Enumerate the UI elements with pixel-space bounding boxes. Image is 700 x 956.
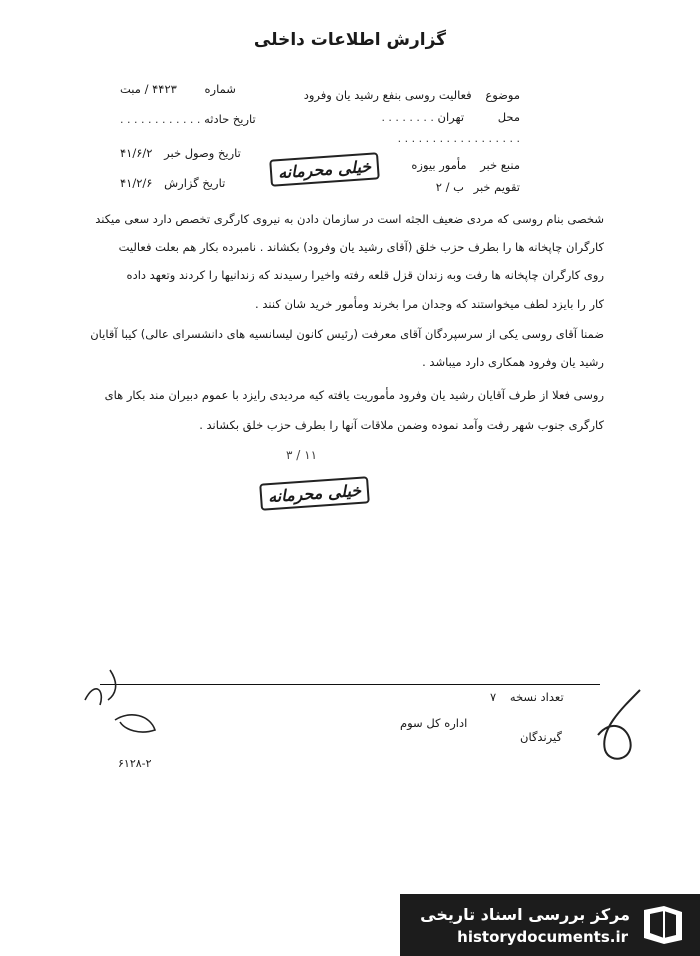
- grade-row: [436, 180, 520, 194]
- event-date-dots: . . . . . . . . . . . .: [120, 113, 201, 126]
- confidential-stamp-top: خیلی محرمانه: [269, 152, 380, 187]
- grade-label: تقویم خبر: [473, 180, 520, 194]
- office-label: اداره کل سوم: [400, 716, 468, 730]
- event-date-row: [120, 112, 256, 126]
- report-title: گزارش اطلاعات داخلی: [253, 30, 447, 50]
- source-label: منبع خبر: [480, 158, 520, 172]
- body-line-2: کارگران چاپخانه ها را بطرف حزب خلق (آقای رشید یان وفرود) بکشاند . نامبرده بکار هم بعلت فعالیت: [118, 240, 604, 254]
- blank-row: . . . . . . . . . . . . . . . . . .: [397, 132, 520, 145]
- report-date-value: ۴۱/۲/۶: [120, 176, 153, 190]
- copies-label: تعداد نسخه: [509, 690, 564, 704]
- copies-row: [490, 690, 564, 704]
- body-line-8: کارگری جنوب شهر رفت وآمد نموده وضمن ملاقات آنها را بطرف حزب خلق بکشاند .: [199, 418, 604, 432]
- body-line-7: روسی فعلا از طرف آقایان رشید یان وفرود مأموریت یافته کیه مردیدی رایزد با عموم دبیران مند بکار های: [104, 388, 604, 402]
- source-row: [411, 158, 520, 172]
- footer-divider: [100, 684, 600, 685]
- subject-row: [304, 88, 520, 102]
- body-line-5: ضمنا آقای روسی یکی از سرسپردگان آقای معرفت (رئیس کانون لیسانسیه های دانشسرای عالی) کیبا آقایان: [90, 327, 604, 341]
- location-row: [381, 110, 520, 124]
- subject-value: فعالیت روسی بنفع رشید یان وفرود: [303, 88, 472, 102]
- report-date-label: تاریخ گزارش: [164, 176, 226, 190]
- location-dots: . . . . . . . .: [381, 111, 434, 124]
- body-line-1: شخصی بنام روسی که مردی ضعیف الجثه است در سازمان دادن به نیروی کارگری تخصص دارد سعی میکند: [95, 212, 604, 226]
- location-label: محل: [497, 110, 520, 124]
- location-value: تهران: [437, 110, 465, 124]
- source-value: مأمور بیوزه: [411, 158, 467, 172]
- number-value: ۴۴۲۳ / مبت: [120, 82, 177, 96]
- watermark-name: مرکز بررسی اسناد تاریخی: [420, 905, 630, 924]
- event-date-label: تاریخ حادثه: [204, 112, 256, 126]
- confidential-stamp-middle: خیلی محرمانه: [259, 476, 370, 511]
- copies-value: ۷: [490, 690, 497, 704]
- report-date-row: [120, 176, 225, 190]
- subject-label: موضوع: [485, 88, 520, 102]
- receipt-date-row: [120, 146, 241, 160]
- recipient-label: گیرندگان: [520, 730, 562, 744]
- receipt-date-label: تاریخ وصول خبر: [164, 146, 241, 160]
- receipt-date-value: ۴۱/۶/۲: [120, 146, 153, 160]
- grade-value: ب / ۲: [435, 180, 464, 194]
- handwritten-scribble: ۱۱ / ۳: [286, 448, 318, 462]
- number-label: شماره: [204, 82, 236, 96]
- signature-mark-right: [590, 680, 650, 770]
- body-line-6: رشید یان وفرود همکاری دارد میباشد .: [422, 355, 604, 369]
- archive-logo-icon: [640, 902, 686, 946]
- document-code: ۶۱۲۸-۲: [118, 757, 152, 770]
- watermark-url: historydocuments.ir: [457, 928, 628, 946]
- signature-mark-left: [80, 660, 170, 740]
- body-line-4: کار را بایزد لطف میخواستند که وجدان مرا بخرند ومأمور خرید شان کنند .: [255, 297, 604, 311]
- body-line-3: روی کارگران چاپخانه ها رفت وبه زندان قزل قلعه رفته واخیرا رسیدند که زندانیها را کردند وتعهد داده: [126, 268, 604, 282]
- number-row: [120, 82, 236, 96]
